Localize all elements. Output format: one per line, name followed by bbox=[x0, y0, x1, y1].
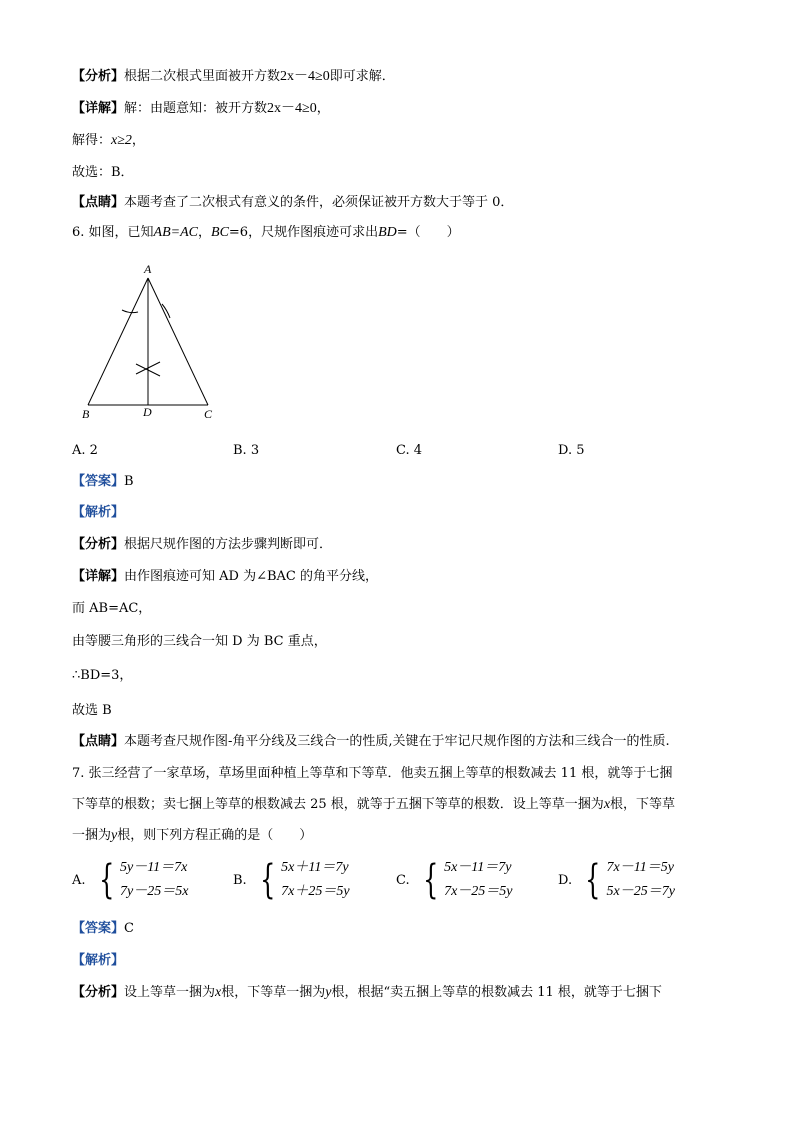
label-c: C bbox=[204, 407, 213, 421]
comment-text: 本题考查尺规作图-角平分线及三线合一的性质,关键在于牢记尺规作图的方法和三线合一的性质. bbox=[124, 734, 670, 749]
radicand-expression: 2x－4≥0 bbox=[267, 101, 317, 116]
question-number: 6. bbox=[72, 225, 85, 240]
system-option-d bbox=[558, 856, 675, 904]
q5-solve-line bbox=[72, 131, 145, 151]
var-y: y bbox=[111, 828, 118, 843]
stem-text: 下等草的根数；卖七捆上等草的根数减去 25 根，就等于五捆下等草的根数．设上等草一捆为 bbox=[72, 797, 604, 812]
q6-answer-line bbox=[72, 472, 134, 492]
stem-math-bc: BC bbox=[211, 225, 229, 240]
equation-1: 5x－11＝7y bbox=[444, 860, 512, 875]
option-b: B. 3 bbox=[233, 443, 260, 458]
q7-answer-line bbox=[72, 919, 134, 939]
solution-expression: x≥2 bbox=[111, 133, 132, 148]
answer-tag: 【答案】 bbox=[72, 474, 125, 489]
equation-1: 7x－11＝5y bbox=[606, 860, 674, 875]
q5-detail-line bbox=[72, 99, 330, 119]
stem-math-bd: BD bbox=[378, 225, 397, 240]
detail-text-end: ， bbox=[316, 101, 330, 116]
q6-line2: 而 AB=AC， bbox=[72, 601, 152, 616]
explain-tag: 【解析】 bbox=[72, 505, 125, 520]
analysis-tag: 【分析】 bbox=[72, 537, 125, 552]
q6-explain-tag bbox=[72, 503, 124, 523]
option-a: A. 2 bbox=[72, 443, 98, 458]
q7-stem-line2 bbox=[72, 795, 675, 815]
q7-stem-line3 bbox=[72, 826, 312, 846]
analysis-tag: 【分析】 bbox=[72, 69, 125, 84]
comment-text: 本题考查了二次根式有意义的条件，必须保证被开方数大于等于 0． bbox=[124, 195, 514, 210]
solve-text-end: ， bbox=[131, 133, 145, 148]
equation-2: 7x－25＝5y bbox=[444, 884, 513, 899]
brace-icon: { bbox=[585, 857, 601, 903]
radicand-expression: 2x－4≥0 bbox=[280, 69, 330, 84]
answer-value: B bbox=[124, 474, 134, 489]
equation-1: 5y－11＝7x bbox=[119, 860, 188, 875]
option-label: A. bbox=[72, 872, 86, 888]
detail-text: 由作图痕迹可知 AD 为∠BAC 的角平分线， bbox=[124, 569, 379, 584]
q5-comment-line bbox=[72, 193, 513, 213]
brace-icon: { bbox=[259, 857, 276, 903]
detail-text: 解：由题意知：被开方数 bbox=[124, 101, 268, 116]
system-option-c bbox=[396, 856, 513, 904]
var-x: x bbox=[603, 797, 611, 812]
comment-tag: 【点睛】 bbox=[72, 195, 125, 210]
stem-text: 如图，已知 bbox=[84, 225, 154, 240]
q6-line3: 由等腰三角形的三线合一知 D 为 BC 重点， bbox=[72, 634, 327, 649]
detail-tag: 【详解】 bbox=[72, 101, 125, 116]
equation-2: 7x＋25＝5y bbox=[281, 884, 350, 899]
q5-choose-line: 故选：B． bbox=[72, 165, 134, 180]
explain-tag: 【解析】 bbox=[72, 953, 125, 968]
analysis-text: 根，下等草一捆为 bbox=[221, 985, 326, 1000]
system-option-a bbox=[72, 856, 188, 904]
triangle-figure bbox=[72, 258, 232, 428]
detail-tag: 【详解】 bbox=[72, 569, 125, 584]
var-x: x bbox=[215, 985, 222, 1000]
equation-1: 5x＋11＝7y bbox=[281, 860, 349, 875]
q6-line4: ∴BD=3， bbox=[72, 668, 133, 683]
q6-stem bbox=[72, 223, 460, 243]
q6-comment-line bbox=[72, 732, 670, 752]
system-option-b bbox=[233, 856, 350, 904]
comment-tag: 【点睛】 bbox=[72, 734, 125, 749]
q6-choose-line: 故选 B bbox=[72, 703, 112, 718]
q7-stem-line1: 7. 张三经营了一家草场，草场里面种植上等草和下等草．他卖五捆上等草的根数减去 11 根，就等于七捆 bbox=[72, 766, 673, 781]
option-label: B. bbox=[233, 872, 247, 888]
brace-icon: { bbox=[98, 857, 114, 903]
q7-analysis-line bbox=[72, 983, 662, 1003]
arc-mark-left bbox=[122, 310, 138, 313]
side-ab bbox=[88, 278, 148, 405]
stem-text: 根，下等草 bbox=[610, 797, 676, 812]
label-a: A bbox=[144, 262, 152, 276]
stem-text: ， bbox=[198, 225, 212, 240]
analysis-text: 根，根据“卖五捆上等草的根数减去 11 根，就等于七捆下 bbox=[331, 985, 662, 1000]
answer-tag: 【答案】 bbox=[72, 921, 125, 936]
analysis-text: 根据二次根式里面被开方数 bbox=[124, 69, 281, 84]
stem-text: 一捆为 bbox=[72, 828, 112, 843]
solve-text: 解得： bbox=[72, 133, 112, 148]
analysis-text: 根据尺规作图的方法步骤判断即可． bbox=[124, 537, 333, 552]
option-d: D. 5 bbox=[558, 443, 585, 458]
label-d: D bbox=[143, 405, 152, 419]
stem-text: 根，则下列方程正确的是（ ） bbox=[117, 828, 313, 843]
answer-value: C bbox=[124, 921, 134, 936]
side-ac bbox=[148, 278, 208, 405]
var-y: y bbox=[325, 985, 332, 1000]
q6-analysis-line bbox=[72, 535, 332, 555]
stem-text: =（ ） bbox=[396, 225, 460, 240]
stem-text: =6，尺规作图痕迹可求出 bbox=[228, 225, 379, 240]
analysis-tag: 【分析】 bbox=[72, 985, 125, 1000]
q7-explain-tag bbox=[72, 951, 124, 971]
option-c: C. 4 bbox=[396, 443, 423, 458]
brace-icon: { bbox=[422, 857, 438, 903]
option-label: D. bbox=[558, 872, 573, 888]
equation-2: 7y－25＝5x bbox=[119, 884, 189, 899]
analysis-text-end: 即可求解． bbox=[329, 69, 395, 84]
q6-detail-line bbox=[72, 567, 378, 587]
option-label: C. bbox=[396, 872, 410, 888]
q5-analysis-line bbox=[72, 67, 395, 87]
analysis-text: 设上等草一捆为 bbox=[124, 985, 216, 1000]
stem-math-ab: AB=AC bbox=[153, 225, 198, 240]
label-b: B bbox=[82, 407, 90, 421]
equation-2: 5x－25＝7y bbox=[606, 884, 675, 899]
